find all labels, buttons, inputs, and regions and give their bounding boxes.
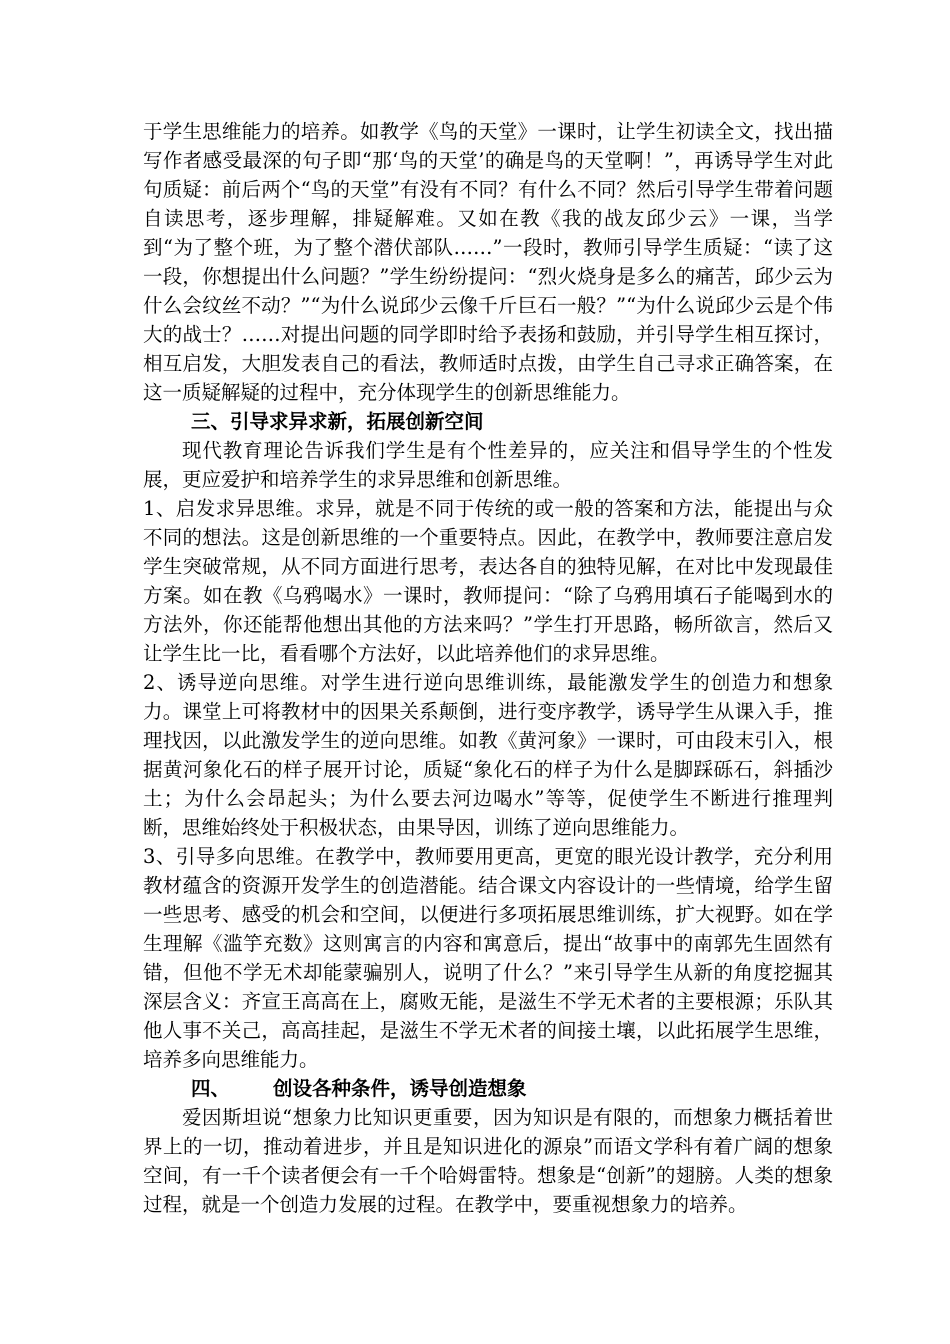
paragraph-imagination: 爱因斯坦说“想象力比知识更重要，因为知识是有限的，而想象力概括着世界上的一切，推动着进步，并且是知识进化的源泉”而语文学科有着广阔的想象空间，有一千个读者便会有一千个哈姆雷特。想象是“创新”的翅膀。人类的想象过程，就是一个创造力发展的过程。在教学中，要重视想象力的培养。 <box>143 1106 833 1216</box>
document-page <box>143 117 833 1219</box>
section-heading-3: 三、引导求异求新，拓展创新空间 <box>191 410 484 433</box>
paragraph-reverse-thinking: 2、诱导逆向思维。对学生进行逆向思维训练，最能激发学生的创造力和想象力。课堂上可将教材中的因果关系颠倒，进行变序教学，诱导学生从课入手，推理找因，以此激发学生的逆向思维。如教《黄河象》一课时，可由段末引入，根据黄河象化石的样子展开讨论，质疑“象化石的样子为什么是脚踩砾石，斜插沙土；为什么会昂起头；为什么要去河边喝水”等等，促使学生不断进行推理判断，思维始终处于积极状态，由果导因，训练了逆向思维能力。 <box>143 671 833 839</box>
paragraph-section-3-intro: 现代教育理论告诉我们学生是有个性差异的，应关注和倡导学生的个性发展，更应爱护和培养学生的求异思维和创新思维。 <box>143 439 833 491</box>
paragraph-divergent-thinking: 1、启发求异思维。求异，就是不同于传统的或一般的答案和方法，能提出与众不同的想法。这是创新思维的一个重要特点。因此，在教学中，教师要注意启发学生突破常规，从不同方面进行思考，表达各自的独特见解，在对比中发现最佳方案。如在教《乌鸦喝水》一课时，教师提问：“除了乌鸦用填石子能喝到水的方法外，你还能帮他想出其他的方法来吗？”学生打开思路，畅所欲言，然后又让学生比一比，看看哪个方法好，以此培养他们的求异思维。 <box>143 497 833 665</box>
paragraph-questioning-examples: 于学生思维能力的培养。如教学《鸟的天堂》一课时，让学生初读全文，找出描写作者感受最深的句子即“那‘鸟的天堂’的确是鸟的天堂啊！”，再诱导学生对此句质疑：前后两个“鸟的天堂”有没有不同？有什么不同？然后引导学生带着问题自读思考，逐步理解，排疑解难。又如在教《我的战友邱少云》一课，当学到“为了整个班，为了整个潜伏部队……”一段时，教师引导学生质疑：“读了这一段，你想提出什么问题？”学生纷纷提问：“烈火烧身是多么的痛苦，邱少云为什么会纹丝不动？”“为什么说邱少云像千斤巨石一般？”“为什么说邱少云是个伟大的战士？……对提出问题的同学即时给予表扬和鼓励，并引导学生相互探讨，相互启发，大胆发表自己的看法，教师适时点拨，由学生自己寻求正确答案，在这一质疑解疑的过程中，充分体现学生的创新思维能力。 <box>143 120 833 404</box>
section-heading-4-text: 创设各种条件，诱导创造想象 <box>273 1077 527 1100</box>
section-heading-4 <box>143 1074 833 1103</box>
section-heading-4-number: 四、 <box>191 1077 231 1100</box>
paragraph-multidirectional-thinking: 3、引导多向思维。在教学中，教师要用更高，更宽的眼光设计教学，充分利用教材蕴含的资源开发学生的创造潜能。结合课文内容设计的一些情境，给学生留一些思考、感受的机会和空间，以便进行多项拓展思维训练，扩大视野。如在学生理解《滥竽充数》这则寓言的内容和寓意后，提出“故事中的南郭先生固然有错，但他不学无术却能蒙骗别人，说明了什么？”来引导学生从新的角度挖掘其深层含义：齐宣王高高在上，腐败无能，是滋生不学无术者的主要根源；乐队其他人事不关己，高高挂起，是滋生不学无术者的间接土壤，以此拓展学生思维，培养多向思维能力。 <box>143 845 833 1071</box>
